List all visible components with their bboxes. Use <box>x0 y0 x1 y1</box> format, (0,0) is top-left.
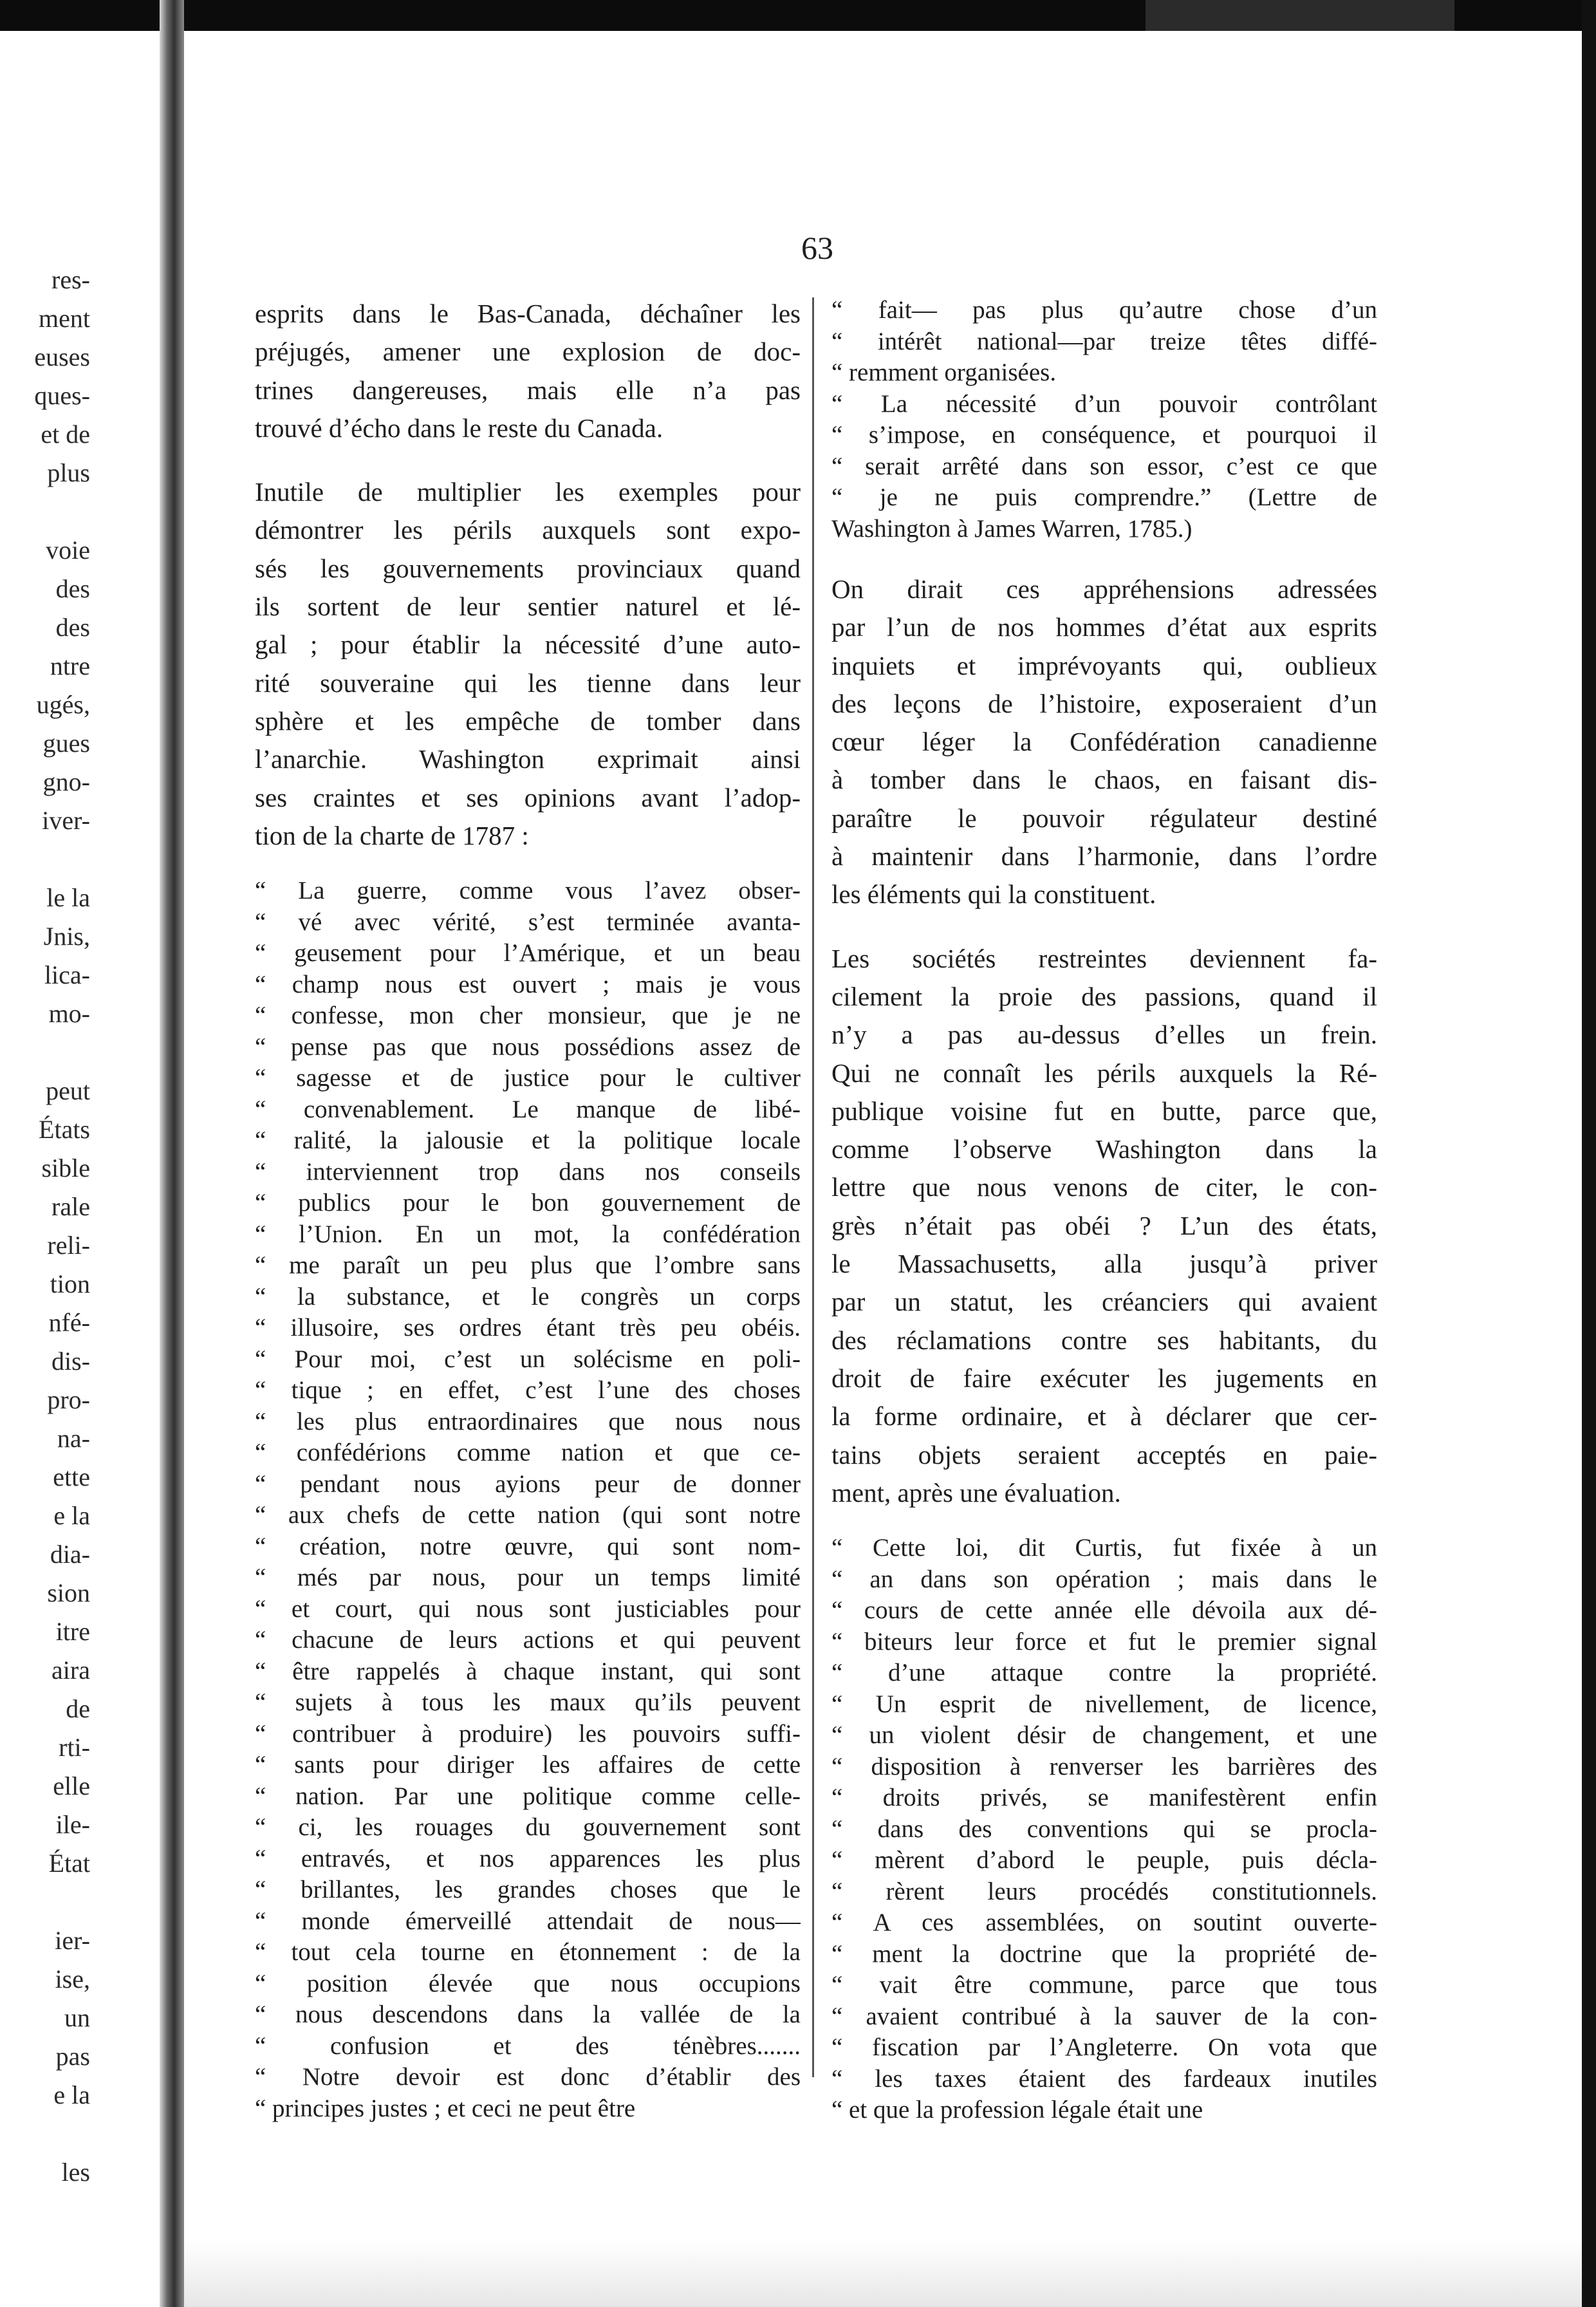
text-line: à tomber dans le chaos, en faisant dis- <box>831 765 1377 795</box>
text-line: “ avaient contribué à la sauver de la con- <box>831 2002 1377 2030</box>
text-line: l’anarchie. Washington exprimait ainsi <box>255 744 801 774</box>
previous-page-fragment: rti- <box>59 1733 90 1762</box>
text-line: tion de la charte de 1787 : <box>255 820 529 850</box>
text-line: cilement la proie des passions, quand il <box>831 981 1377 1011</box>
text-line: “ être rappelés à chaque instant, qui sont <box>255 1657 801 1685</box>
text-line: “ geusement pour l’Amérique, et un beau <box>255 939 801 967</box>
text-line: “ tique ; en effet, c’est l’une des choses <box>255 1376 801 1405</box>
previous-page-fragment: voie <box>46 536 90 565</box>
text-line: “ mèrent d’abord le peuple, puis décla- <box>831 1846 1377 1874</box>
text-line: “ més par nous, pour un temps limité <box>255 1564 801 1592</box>
text-line: gal ; pour établir la nécessité d’une auto- <box>255 630 801 660</box>
previous-page-fragment: elle <box>53 1771 90 1800</box>
previous-page-fragment: reli- <box>47 1231 90 1260</box>
scan-top-gap <box>1146 0 1454 31</box>
text-line: “ tout cela tourne en étonnement : de la <box>255 1938 801 1966</box>
text-line: “ un violent désir de changement, et une <box>831 1721 1377 1750</box>
text-line: “ illusoire, ses ordres étant très peu obéis. <box>255 1314 801 1342</box>
text-line: “ aux chefs de cette nation (qui sont notre <box>255 1501 801 1529</box>
text-line: “ Pour moi, c’est un solécisme en poli- <box>255 1345 801 1373</box>
previous-page-fragment: ier- <box>55 1926 90 1955</box>
text-line: sés les gouvernements provinciaux quand <box>255 553 801 583</box>
text-line: “ confesse, mon cher monsieur, que je ne <box>255 1002 801 1030</box>
text-line: sphère et les empêche de tomber dans <box>255 705 801 736</box>
previous-page-fragment: lica- <box>44 960 90 989</box>
text-line: des leçons de l’histoire, exposeraient d’un <box>831 688 1377 718</box>
previous-page-fragment: peut <box>46 1076 90 1105</box>
previous-page-fragment <box>0 840 90 879</box>
text-line: “ ralité, la jalousie et la politique locale <box>255 1126 801 1155</box>
paragraph-gap <box>831 545 1377 570</box>
page-bottom-shade <box>184 2240 1582 2307</box>
text-line: grès n’était pas obéi ? L’un des états, <box>831 1210 1377 1240</box>
previous-page-fragment: des <box>55 574 90 603</box>
text-line: “ contribuer à produire) les pouvoirs suffi- <box>255 1719 801 1748</box>
text-line: publique voisine fut en butte, parce que, <box>831 1096 1377 1126</box>
text-line: ment, après une évaluation. <box>831 1477 1121 1508</box>
text-line: “ serait arrêté dans son essor, c’est ce que <box>831 452 1377 480</box>
quotation-block <box>255 875 801 2124</box>
text-line: “ nous descendons dans la vallée de la <box>255 2001 801 2029</box>
text-line: “ vait être commune, parce que tous <box>831 1971 1377 1999</box>
previous-page-fragment: État <box>48 1849 90 1878</box>
previous-page-fragment: res- <box>51 265 90 294</box>
previous-page-fragment: nfé- <box>48 1308 90 1337</box>
previous-page-fragment: plus <box>47 458 90 487</box>
text-line: “ Cette loi, dit Curtis, fut fixée à un <box>831 1534 1377 1562</box>
text-line: cœur léger la Confédération canadienne <box>831 727 1377 757</box>
paragraph <box>255 473 801 855</box>
previous-page-fragment: États <box>39 1115 90 1144</box>
text-line: “ an dans son opération ; mais dans le <box>831 1565 1377 1593</box>
text-line: tains objets seraient acceptés en paie- <box>831 1439 1377 1470</box>
previous-page-fragment: pro- <box>47 1385 90 1414</box>
previous-page-fragment: Jnis, <box>43 922 90 951</box>
text-line: “ les taxes étaient des fardeaux inutiles <box>831 2064 1377 2093</box>
text-line: “ entravés, et nos apparences les plus <box>255 1844 801 1873</box>
column-divider <box>812 297 814 2077</box>
paragraph-gap <box>255 447 801 473</box>
text-line: la forme ordinaire, et à déclarer que cer- <box>831 1401 1377 1432</box>
previous-page-fragment: dis- <box>51 1347 90 1376</box>
previous-page-fragment: iver- <box>42 806 90 835</box>
text-line: ses craintes et ses opinions avant l’adop- <box>255 782 801 812</box>
scan-right-edge <box>1582 0 1596 2307</box>
text-line: “ disposition à renverser les barrières des <box>831 1752 1377 1780</box>
text-line: “ s’impose, en conséquence, et pourquoi il <box>831 421 1377 449</box>
text-line: Qui ne connaît les périls auxquels la Ré- <box>831 1058 1377 1088</box>
text-line: “ ment la doctrine que la propriété de- <box>831 1939 1377 1968</box>
previous-page-fragment: sion <box>47 1578 90 1607</box>
text-line: des réclamations contre ses habitants, du <box>831 1325 1377 1355</box>
previous-page-fragment: e la <box>53 1501 90 1530</box>
previous-page-fragment: sible <box>41 1154 90 1182</box>
previous-page-fragment: mo- <box>48 999 90 1028</box>
text-line: “ d’une attaque contre la propriété. <box>831 1659 1377 1687</box>
text-line: “ principes justes ; et ceci ne peut être <box>255 2094 636 2122</box>
text-line: “ dans des conventions qui se procla- <box>831 1815 1377 1843</box>
text-line: “ fiscation par l’Angleterre. On vota que <box>831 2033 1377 2062</box>
text-line: Inutile de multiplier les exemples pour <box>255 477 801 507</box>
text-line: “ je ne puis comprendre.” (Lettre de <box>831 483 1377 511</box>
text-line: lettre que nous venons de citer, le con- <box>831 1172 1377 1202</box>
text-line: “ me paraît un peu plus que l’ombre sans <box>255 1251 801 1280</box>
previous-page-fragment: pas <box>55 2042 90 2071</box>
page-number: 63 <box>801 230 833 266</box>
text-line: “ sants pour diriger les affaires de cette <box>255 1751 801 1779</box>
text-line: “ sujets à tous les maux qu’ils peuvent <box>255 1688 801 1717</box>
text-line: “ rèrent leurs procédés constitutionnels. <box>831 1877 1377 1905</box>
text-line: Washington à James Warren, 1785.) <box>831 514 1192 543</box>
text-line: “ champ nous est ouvert ; mais je vous <box>255 970 801 998</box>
text-line: “ intérêt national—par treize têtes diffé- <box>831 327 1377 355</box>
previous-page-fragments <box>0 261 90 2192</box>
text-line: “ position élevée que nous occupions <box>255 1969 801 1997</box>
right-column <box>831 295 1377 2126</box>
previous-page-fragment <box>0 2115 90 2153</box>
text-line: “ les plus entraordinaires que nous nous <box>255 1407 801 1435</box>
text-line: à maintenir dans l’harmonie, dans l’ordre <box>831 841 1377 872</box>
previous-page-fragment: euses <box>34 342 90 371</box>
quotation-block <box>831 1533 1377 2126</box>
previous-page-fragment: ques- <box>34 381 90 410</box>
text-line: “ interviennent trop dans nos conseils <box>255 1157 801 1186</box>
text-line: “ biteurs leur force et fut le premier signal <box>831 1627 1377 1656</box>
text-line: trouvé d’écho dans le reste du Canada. <box>255 413 663 443</box>
text-line: “ ci, les rouages du gouvernement sont <box>255 1813 801 1842</box>
text-line: “ confusion et des ténèbres....... <box>255 2031 801 2060</box>
previous-page-fragment: ment <box>39 304 90 333</box>
previous-page-fragment: ugés, <box>36 690 90 719</box>
text-line: par l’un de nos hommes d’état aux esprits <box>831 612 1377 642</box>
text-line: démontrer les périls auxquels sont expo- <box>255 515 801 545</box>
text-line: “ chacune de leurs actions et qui peuvent <box>255 1626 801 1654</box>
previous-page-fragment: tion <box>50 1269 90 1298</box>
text-line: “ cours de cette année elle dévoila aux dé- <box>831 1596 1377 1625</box>
previous-page-fragment: le la <box>46 883 90 912</box>
text-line: droit de faire exécuter les jugements en <box>831 1363 1377 1393</box>
text-line: “ et court, qui nous sont justiciables pour <box>255 1594 801 1623</box>
book-spine-shadow <box>160 0 184 2307</box>
text-line: les éléments qui la constituent. <box>831 879 1156 910</box>
paragraph <box>831 940 1377 1512</box>
paragraph <box>255 295 801 447</box>
previous-page-fragment: ette <box>53 1462 90 1491</box>
text-line: “ création, notre œuvre, qui sont nom- <box>255 1532 801 1560</box>
text-line: “ brillantes, les grandes choses que le <box>255 1876 801 1904</box>
text-line: inquiets et imprévoyants qui, oublieux <box>831 650 1377 680</box>
text-line: préjugés, amener une explosion de doc- <box>255 337 801 367</box>
previous-page-fragment: ntre <box>50 651 90 680</box>
previous-page-fragment: des <box>55 613 90 642</box>
quotation-block <box>831 295 1377 545</box>
text-line: “ La nécessité d’un pouvoir contrôlant <box>831 389 1377 418</box>
previous-page-fragment <box>0 1033 90 1072</box>
text-line: paraître le pouvoir régulateur destiné <box>831 803 1377 833</box>
text-line: “ Notre devoir est donc d’établir des <box>255 2063 801 2091</box>
text-line: “ La guerre, comme vous l’avez obser- <box>255 877 801 905</box>
text-line: “ A ces assemblées, on soutint ouverte- <box>831 1909 1377 1937</box>
previous-page-fragment: dia- <box>50 1540 90 1569</box>
paragraph <box>831 570 1377 914</box>
text-line: “ l’Union. En un mot, la confédération <box>255 1220 801 1248</box>
previous-page-fragment: gues <box>42 729 90 758</box>
paragraph-gap <box>831 1512 1377 1533</box>
previous-page-fragment: et de <box>41 420 90 449</box>
text-line: par un statut, les créanciers qui avaient <box>831 1287 1377 1317</box>
text-line: “ publics pour le bon gouvernement de <box>255 1189 801 1217</box>
text-line: “ sagesse et de justice pour le cultiver <box>255 1064 801 1092</box>
text-line: “ et que la profession légale était une <box>831 2096 1203 2124</box>
previous-page-fragment: ile- <box>55 1810 90 1839</box>
text-line: “ confédérions comme nation et que ce- <box>255 1439 801 1467</box>
text-line: “ monde émerveillé attendait de nous— <box>255 1907 801 1935</box>
text-line: Les sociétés restreintes deviennent fa- <box>831 943 1377 973</box>
text-line: rité souveraine qui les tienne dans leur <box>255 668 801 698</box>
left-column <box>255 295 801 2124</box>
text-line: “ pense pas que nous possédions assez de <box>255 1032 801 1061</box>
text-line: “ nation. Par une politique comme celle- <box>255 1782 801 1810</box>
paragraph-gap <box>255 855 801 875</box>
previous-page-fragment: na- <box>57 1424 90 1453</box>
previous-page-fragment: ise, <box>55 1965 90 1994</box>
text-line: On dirait ces appréhensions adressées <box>831 574 1377 604</box>
text-line: le Massachusetts, alla jusqu’à priver <box>831 1249 1377 1279</box>
text-line: “ fait— pas plus qu’autre chose d’un <box>831 296 1377 324</box>
previous-page-fragment: gno- <box>42 767 90 796</box>
text-line: “ pendant nous ayions peur de donner <box>255 1470 801 1498</box>
text-line: “ la substance, et le congrès un corps <box>255 1282 801 1311</box>
previous-page-fragment: itre <box>55 1617 90 1646</box>
previous-page-fragment: rale <box>51 1192 90 1221</box>
previous-page-fragment <box>0 1883 90 1921</box>
paragraph-gap <box>831 914 1377 940</box>
text-line: “ remment organisées. <box>831 359 1057 386</box>
previous-page-fragment: un <box>64 2003 90 2032</box>
text-line: “ Un esprit de nivellement, de licence, <box>831 1690 1377 1718</box>
text-line: n’y a pas au-dessus d’elles un frein. <box>831 1020 1377 1050</box>
previous-page-fragment: e la <box>53 2080 90 2109</box>
previous-page-fragment <box>0 492 90 531</box>
previous-page-fragment: aira <box>51 1656 90 1685</box>
previous-page-fragment: les <box>61 2158 90 2187</box>
text-line: “ vé avec vérité, s’est terminée avanta- <box>255 908 801 936</box>
text-line: ils sortent de leur sentier naturel et lé- <box>255 592 801 622</box>
text-line: trines dangereuses, mais elle n’a pas <box>255 375 801 405</box>
text-line: comme l’observe Washington dans la <box>831 1134 1377 1164</box>
previous-page-fragment: de <box>66 1694 90 1723</box>
text-line: esprits dans le Bas-Canada, déchaîner les <box>255 299 801 328</box>
text-line: “ convenablement. Le manque de libé- <box>255 1095 801 1123</box>
text-line: “ droits privés, se manifestèrent enfin <box>831 1784 1377 1812</box>
